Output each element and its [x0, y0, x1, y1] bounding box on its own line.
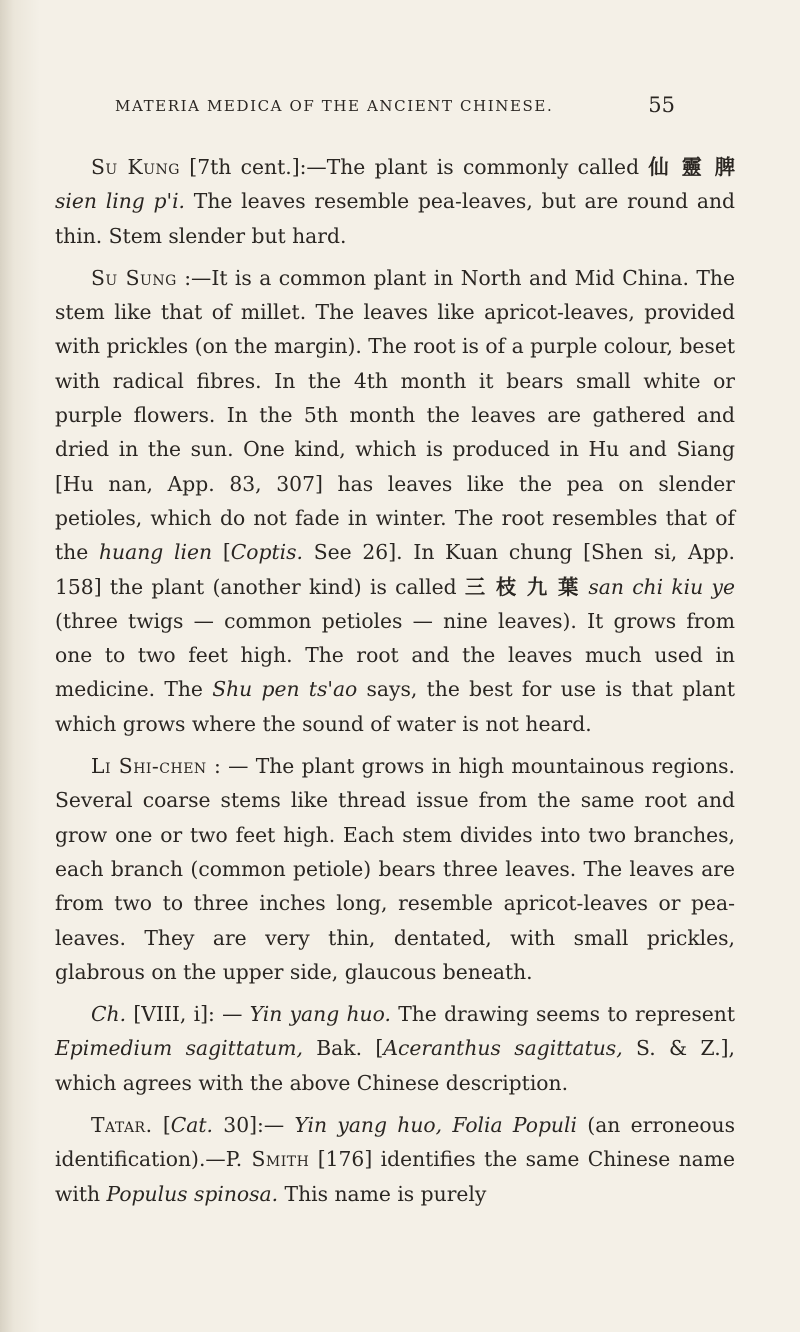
running-title: MATERIA MEDICA OF THE ANCIENT CHINESE. — [115, 97, 554, 115]
romanized-name: san chi kiu ye — [580, 574, 735, 599]
italic-term: Shu pen ts'ao — [212, 677, 358, 702]
author-name: Su Sung — [91, 265, 177, 290]
paragraph-tatar — [55, 1108, 735, 1211]
author-name: P. Smith — [225, 1147, 310, 1172]
page-number: 55 — [648, 93, 675, 117]
text-run: Bak. [ — [302, 1036, 384, 1061]
page-header — [115, 93, 675, 123]
text-run: : — The plant grows in high mountainous regions. Several coarse stems like thread issue from the same root and grow one or two feet high. Each stem divides into two branches, each branch (common petiole) bears three leaves. The leaves are from two to three inches long, resemble apricot-leaves or pea-leaves. They are very thin, dentated, with small prickles, glabrous on the upper side, glaucous beneath. — [55, 754, 735, 984]
author-name: Li Shi-chen — [91, 754, 207, 779]
reference-abbrev: Ch. — [91, 1002, 127, 1027]
species-name: Epimedium sagittatum, — [55, 1036, 303, 1061]
italic-term: Yin yang huo. — [249, 1002, 391, 1027]
romanized-name: sien ling p'i. — [55, 189, 186, 214]
author-name: Su Kung — [91, 155, 180, 179]
text-run: [176] identifies the same Chinese name with — [55, 1147, 736, 1206]
paragraph-li-shi-chen — [55, 749, 735, 989]
author-name: Tatar. — [91, 1113, 153, 1138]
text-run: See 26]. In Kuan chung [Shen si, App. 158] the plant (another kind) is called — [55, 540, 736, 599]
chinese-characters: 仙 靈 脾 — [648, 155, 735, 179]
paragraph-ch — [55, 997, 735, 1100]
text-run: [7th cent.]:—The plant is commonly called — [179, 155, 649, 179]
italic-term: Coptis. — [230, 540, 303, 565]
italic-term: huang lien — [98, 540, 213, 565]
text-run: S. & Z.], which agrees with the above Chinese description. — [55, 1036, 735, 1095]
text-run: 30]:— — [213, 1113, 295, 1138]
italic-term: Yin yang huo, Folia Populi — [294, 1113, 577, 1138]
text-run: The leaves resemble pea-leaves, but are round and thin. Stem slender but hard. — [55, 189, 735, 248]
text-run: [ — [212, 540, 231, 565]
paragraph-su-kung — [55, 150, 735, 253]
paragraph-su-sung — [55, 261, 735, 741]
text-run: :—It is a common plant in North and Mid China. The stem like that of millet. The leaves like apricot-leaves, provided with prickles (on the margin). The root is of a purple colour, beset with radical fibres. In the 4th month it bears small white or purple flowers. In the 5th month the leaves are gathered and dried in the sun. One kind, which is produced in Hu and Siang [Hu nan, App. 83, 307] has leaves like the pea on slender petioles, which do not fade in winter. The root resembles that of the — [55, 265, 735, 565]
species-name: Aceranthus sagittatus, — [383, 1036, 623, 1061]
text-run: (an erroneous identification).— — [55, 1113, 736, 1172]
text-run: says, the best for use is that plant which grows where the sound of water is not heard. — [55, 677, 735, 736]
text-run: [ — [152, 1113, 171, 1138]
page-body — [55, 150, 735, 1219]
text-run: [VIII, i]: — — [126, 1002, 250, 1027]
text-run: (three twigs — common petioles — nine leaves). It grows from one to two feet high. The root and the leaves much used in medicine. The — [55, 608, 735, 702]
chinese-characters: 三 枝 九 葉 — [464, 574, 581, 599]
italic-term: Cat. — [170, 1113, 213, 1138]
species-name: Populus spinosa. — [106, 1181, 279, 1206]
text-run: This name is purely — [278, 1181, 487, 1206]
text-run: The drawing seems to represent — [390, 1002, 735, 1027]
